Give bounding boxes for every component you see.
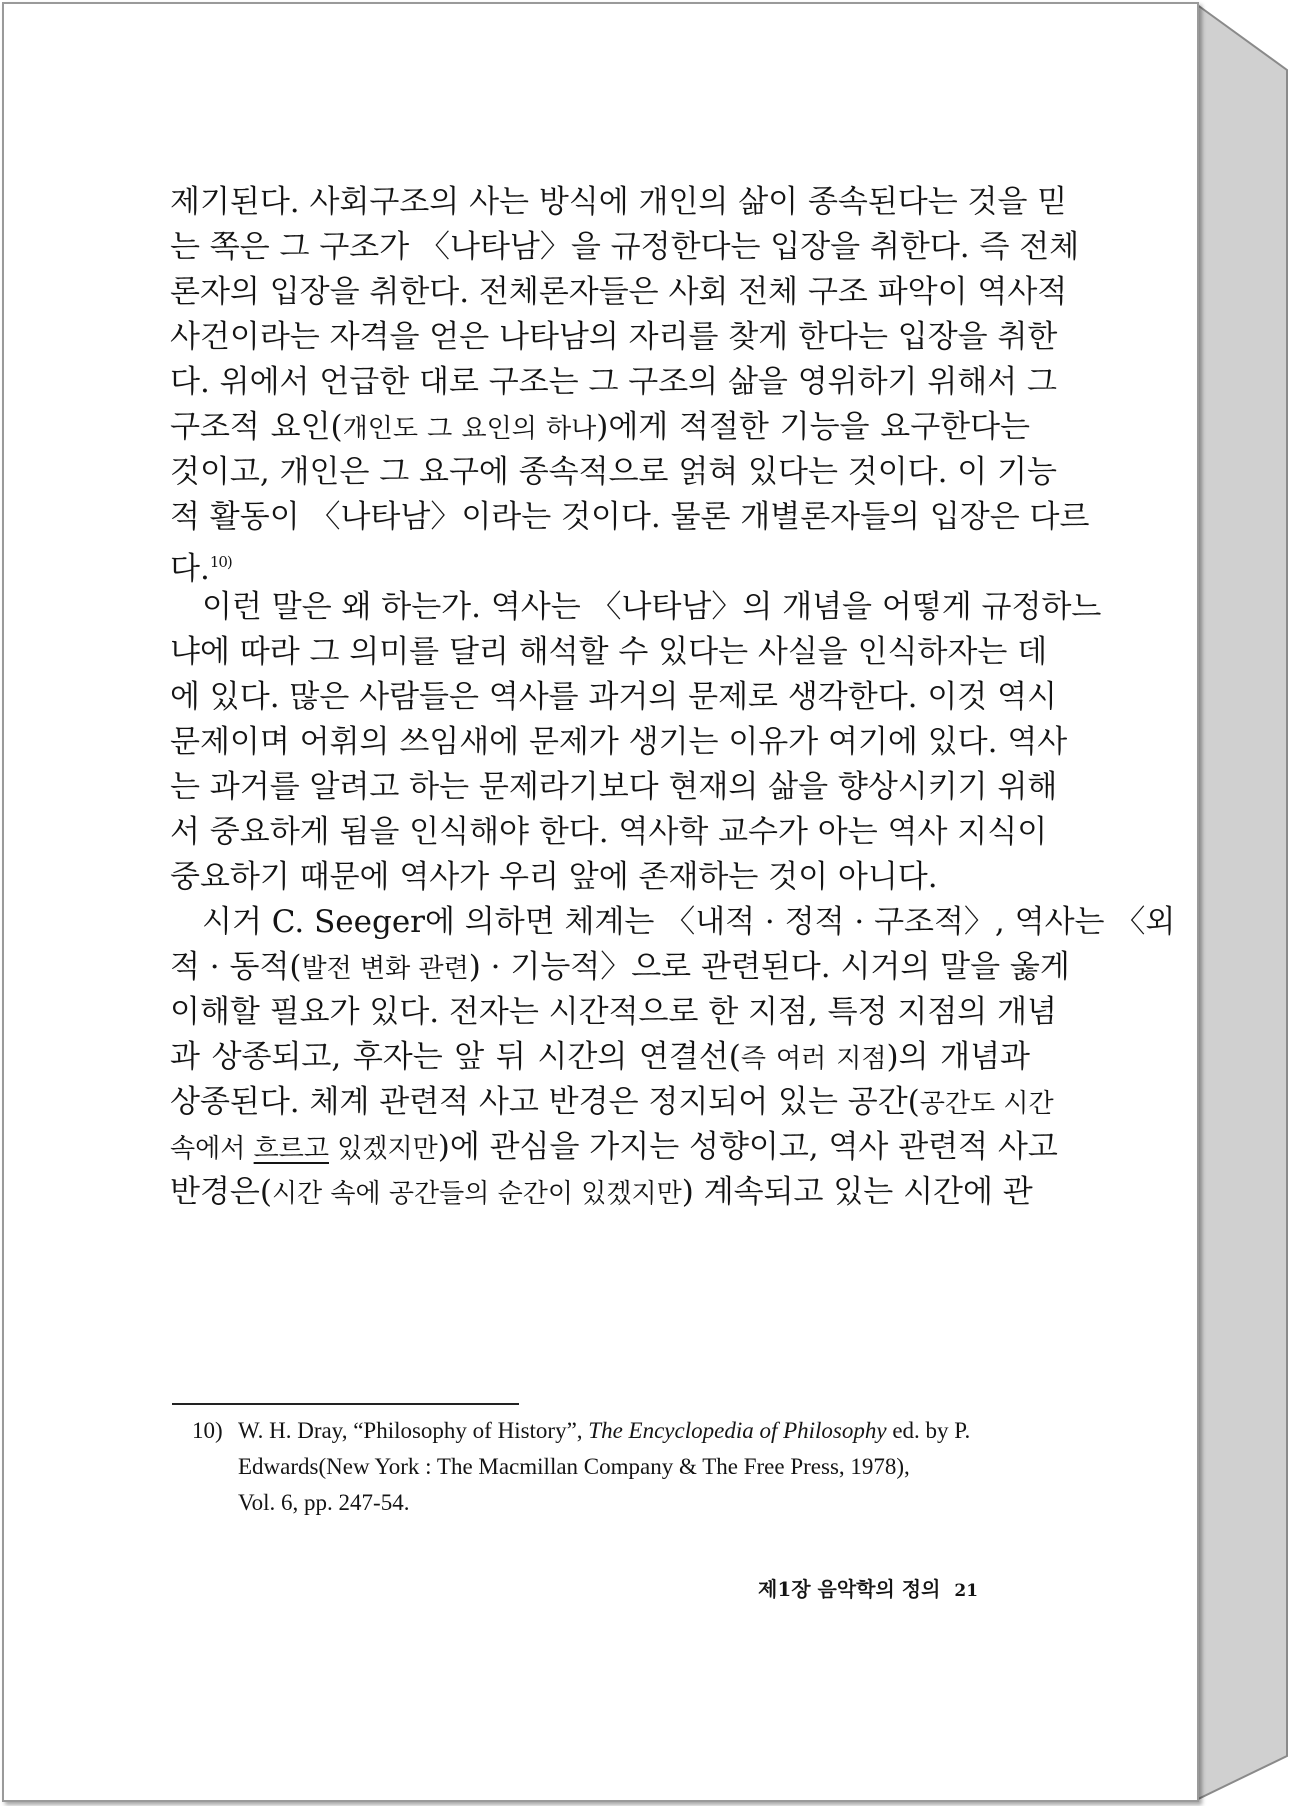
footnote-reference: 10) xyxy=(209,553,232,571)
text-segment-small: 시간 속에 공간들의 순간이 있겠지만 xyxy=(271,1179,682,1209)
text-segment: 다. xyxy=(170,551,210,587)
text-segment: 상종된다. 체계 관련적 사고 반경은 정지되어 있는 공간( xyxy=(170,1084,920,1120)
footnote-work-title: The Encyclopedia of Philosophy xyxy=(588,1418,887,1443)
text-segment: ) · 기능적〉으로 관련된다. 시거의 말을 옳게 xyxy=(468,949,1070,985)
running-footer xyxy=(758,1573,978,1602)
text-line: 이런 말은 왜 하는가. 역사는 〈나타남〉의 개념을 어떻게 규정하느 xyxy=(202,589,1102,625)
text-line: 는 과거를 알려고 하는 문제라기보다 현재의 삶을 향상시키기 위해 xyxy=(170,769,1058,805)
text-line xyxy=(170,405,1030,450)
text-segment: )에게 적절한 기능을 요구한다는 xyxy=(596,409,1030,445)
footnote-line xyxy=(192,1413,1032,1449)
text-segment: 구조적 요인( xyxy=(170,409,343,445)
text-segment-small: 속에서 xyxy=(170,1134,254,1164)
text-line: 적 활동이 〈나타남〉이라는 것이다. 물론 개별론자들의 입장은 다르 xyxy=(170,499,1090,535)
text-line: 에 있다. 많은 사람들은 역사를 과거의 문제로 생각한다. 이것 역시 xyxy=(170,679,1057,715)
text-segment: )의 개념과 xyxy=(886,1039,1030,1075)
text-segment: 과 상종되고, 후자는 앞 뒤 시간의 연결선( xyxy=(170,1039,741,1075)
text-line: 제기된다. 사회구조의 사는 방식에 개인의 삶이 종속된다는 것을 믿 xyxy=(170,184,1068,220)
text-line: 냐에 따라 그 의미를 달리 해석할 수 있다는 사실을 인식하자는 데 xyxy=(170,634,1048,670)
text-segment-small: 즉 여러 지점 xyxy=(740,1044,887,1074)
chapter-title: 제1장 음악학의 정의 xyxy=(758,1577,941,1601)
text-line: 론자의 입장을 취한다. 전체론자들은 사회 전체 구조 파악이 역사적 xyxy=(170,274,1068,310)
text-line: 사건이라는 자격을 얻은 나타남의 자리를 찾게 한다는 입장을 취한 xyxy=(170,319,1058,355)
underlined-text: 흐르고 xyxy=(253,1134,329,1164)
footnote-line: Edwards(New York : The Macmillan Company & The Free Press, 1978), xyxy=(238,1454,910,1479)
text-segment: )에 관심을 가지는 성향이고, 역사 관련적 사고 xyxy=(437,1129,1058,1165)
footnote-text: ed. by P. xyxy=(886,1418,971,1443)
text-line: 중요하기 때문에 역사가 우리 앞에 존재하는 것이 아니다. xyxy=(170,859,938,895)
body-text xyxy=(170,180,1176,1215)
text-line: 시거 C. Seeger에 의하면 체계는 〈내적 · 정적 · 구조적〉, 역사는 〈외 xyxy=(202,904,1176,940)
footnotes xyxy=(192,1413,1032,1521)
text-segment-small: 개인도 그 요인의 하나 xyxy=(342,414,597,444)
paragraph-1 xyxy=(170,180,1090,587)
paragraph-3 xyxy=(170,900,1176,1215)
text-segment-small: 공간도 시간 xyxy=(919,1089,1054,1119)
footnote-author: W. H. Dray, “Philosophy of History”, xyxy=(238,1418,589,1443)
paragraph-2 xyxy=(170,585,1102,900)
text-line xyxy=(170,1080,1054,1125)
text-line: 다. 위에서 언급한 대로 구조는 그 구조의 삶을 영위하기 위해서 그 xyxy=(170,364,1057,400)
text-line xyxy=(170,945,1070,990)
text-segment: 반경은( xyxy=(170,1174,272,1210)
text-line xyxy=(170,1035,1030,1080)
text-line: 서 중요하게 됨을 인식해야 한다. 역사학 교수가 아는 역사 지식이 xyxy=(170,814,1048,850)
text-line xyxy=(170,1170,1033,1215)
text-line xyxy=(170,1125,1058,1170)
page-number: 21 xyxy=(954,1581,979,1601)
text-line xyxy=(170,540,1030,585)
text-segment-small: 있겠지만 xyxy=(328,1134,438,1164)
text-line: 는 쪽은 그 구조가 〈나타남〉을 규정한다는 입장을 취한다. 즉 전체 xyxy=(170,229,1080,265)
text-line: 것이고, 개인은 그 요구에 종속적으로 얽혀 있다는 것이다. 이 기능 xyxy=(170,454,1057,490)
footnote-line: Vol. 6, pp. 247-54. xyxy=(238,1490,410,1515)
text-line: 문제이며 어휘의 쓰임새에 문제가 생기는 이유가 여기에 있다. 역사 xyxy=(170,724,1068,760)
text-segment: 적 · 동적( xyxy=(170,949,302,985)
text-segment-small: 발전 변화 관련 xyxy=(301,954,469,984)
text-segment: ) 계속되고 있는 시간에 관 xyxy=(681,1174,1033,1210)
footnote-divider xyxy=(172,1403,519,1405)
text-line: 이해할 필요가 있다. 전자는 시간적으로 한 지점, 특정 지점의 개념 xyxy=(170,994,1057,1030)
footnote-number: 10) xyxy=(192,1418,223,1443)
